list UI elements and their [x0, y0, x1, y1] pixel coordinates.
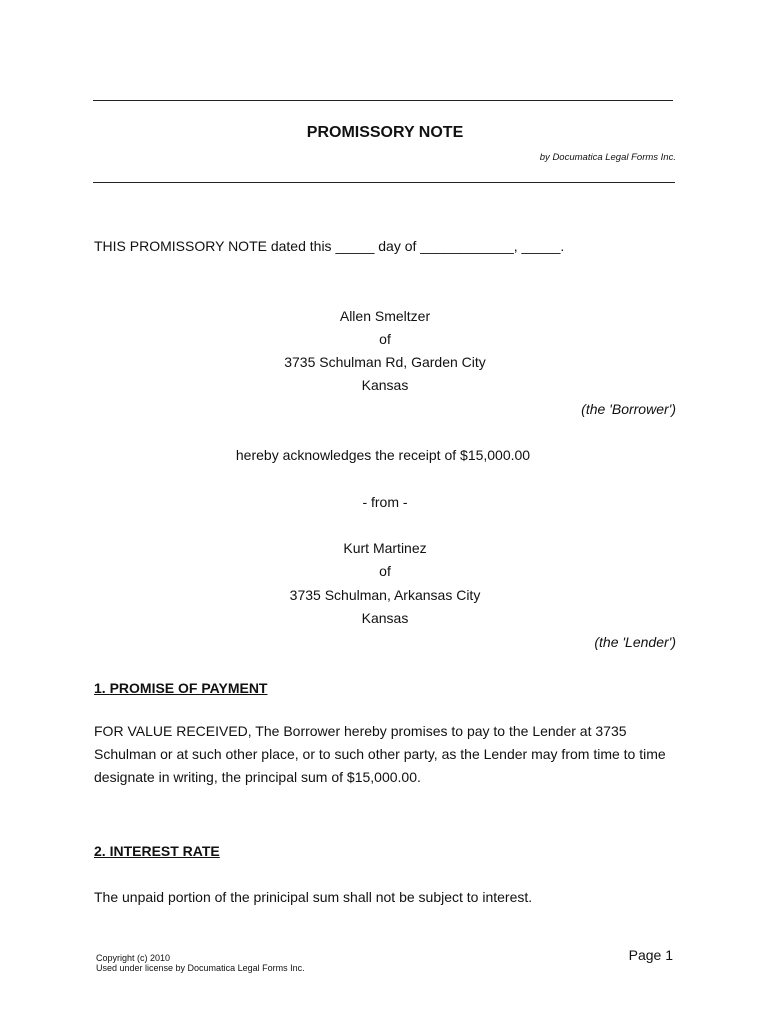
license-line: Used under license by Documatica Legal Forms Inc. [96, 963, 305, 973]
byline: by Documatica Legal Forms Inc. [539, 152, 676, 163]
borrower-state: Kansas [361, 377, 409, 393]
header-rule [93, 182, 675, 183]
section-heading-interest-rate: 2. INTEREST RATE [94, 843, 220, 859]
dated-line: THIS PROMISSORY NOTE dated this _____ day of ____________, _____. [94, 238, 565, 254]
top-rule [93, 100, 673, 101]
lender-name: Kurt Martinez [343, 540, 427, 556]
borrower-address: 3735 Schulman Rd, Garden City [284, 354, 486, 370]
borrower-of: of [379, 331, 391, 347]
copyright-line: Copyright (c) 2010 [96, 953, 171, 963]
section-heading-promise-of-payment: 1. PROMISE OF PAYMENT [94, 680, 268, 696]
copyright-notice [96, 953, 305, 973]
borrower-role-label: (the 'Borrower') [581, 401, 676, 417]
section-body-interest-rate: The unpaid portion of the prinicipal sum shall not be subject to interest. [94, 889, 533, 905]
from-label: - from - [362, 494, 408, 510]
lender-state: Kansas [361, 610, 409, 626]
page-number: Page 1 [628, 947, 673, 963]
lender-role-label: (the 'Lender') [594, 634, 676, 650]
acknowledgement-line: hereby acknowledges the receipt of $15,000.00 [235, 447, 531, 463]
lender-address: 3735 Schulman, Arkansas City [289, 587, 481, 603]
lender-of: of [379, 563, 391, 579]
section-body-promise-of-payment: FOR VALUE RECEIVED, The Borrower hereby promises to pay to the Lender at 3735 Schulman or at such other place, or to such other party, as the Lender may from time to time designate in writing, the principal sum of $15,000.00. [94, 723, 666, 785]
borrower-name: Allen Smeltzer [339, 308, 431, 324]
document-title: PROMISSORY NOTE [306, 124, 464, 141]
